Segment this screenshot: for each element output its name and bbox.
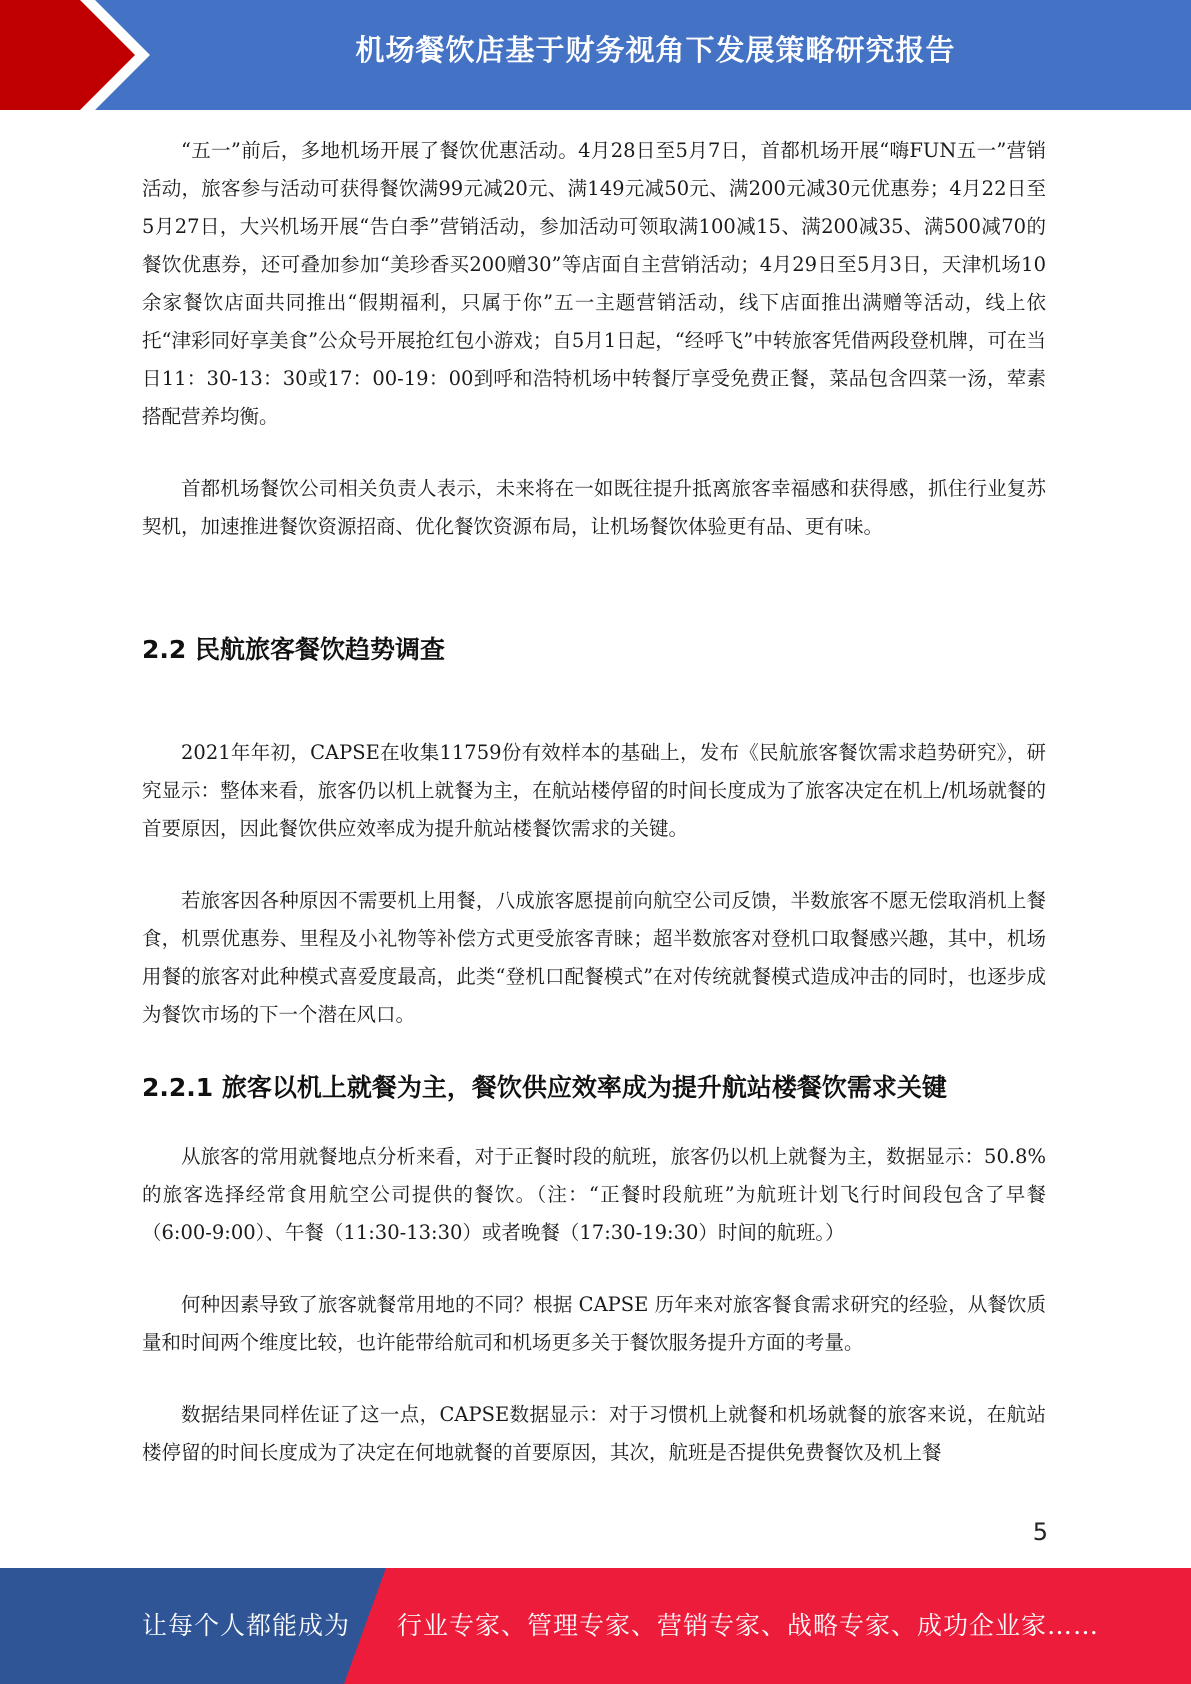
footer-slogan-left: 让每个人都能成为 — [142, 1611, 351, 1640]
header-banner — [0, 0, 1191, 110]
paragraph-may-day-promotions: “五一”前后，多地机场开展了餐饮优惠活动。4月28日至5月7日，首都机场开展“嗨FUN五一”营销活动，旅客参与活动可获得餐饮满99元减20元、满149元减50元、满200元减30元优惠券；4月22日至5月27日，大兴机场开展“告白季”营销活动，参加活动可领取满100减15、满200减35、满500减70的餐饮优惠券，还可叠加参加“美珍香买200赠30”等店面自主营销活动；4月29日至5月3日，天津机场10余家餐饮店面共同推出“假期福利，只属于你”五一主题营销活动，线下店面推出满赠等活动，线上依托“津彩同好享美食”公众号开展抢红包小游戏；自5月1日起，“经呼飞”中转旅客凭借两段登机牌，可在当日11：30-13：30或17：00-19：00到呼和浩特机场中转餐厅享受免费正餐，菜品包含四菜一汤，荤素搭配营养均衡。 — [142, 139, 1046, 428]
paragraph-capital-airport-statement: 首都机场餐饮公司相关负责人表示，未来将在一如既往提升抵离旅客幸福感和获得感，抓住行业复苏契机，加速推进餐饮资源招商、优化餐饮资源布局，让机场餐饮体验更有品、更有味。 — [142, 477, 1046, 538]
document-body — [142, 132, 1046, 1472]
footer-slogan-right: 行业专家、管理专家、营销专家、战略专家、成功企业家…… — [397, 1611, 1100, 1640]
page-number: 5 — [1032, 1518, 1048, 1546]
paragraph-dining-factors: 何种因素导致了旅客就餐常用地的不同？根据 CAPSE 历年来对旅客餐食需求研究的经验，从餐饮质量和时间两个维度比较，也许能带给航司和机场更多关于餐饮服务提升方面的考量。 — [142, 1293, 1046, 1354]
spacer — [142, 848, 1046, 882]
spacer — [142, 1034, 1046, 1068]
spacer — [142, 1108, 1046, 1138]
paragraph-capse-data: 数据结果同样佐证了这一点，CAPSE数据显示：对于习惯机上就餐和机场就餐的旅客来说，在航站楼停留的时间长度成为了决定在何地就餐的首要原因，其次，航班是否提供免费餐饮及机上餐 — [142, 1403, 1046, 1464]
spacer — [142, 546, 1046, 630]
paragraph-meal-cancellation: 若旅客因各种原因不需要机上用餐，八成旅客愿提前向航空公司反馈，半数旅客不愿无偿取消机上餐食，机票优惠券、里程及小礼物等补偿方式更受旅客青睐；超半数旅客对登机口取餐感兴趣，其中，机场用餐的旅客对此种模式喜爱度最高，此类“登机口配餐模式”在对传统就餐模式造成冲击的同时，也逐步成为餐饮市场的下一个潜在风口。 — [142, 889, 1046, 1026]
section-heading-2-2-1: 2.2.1 旅客以机上就餐为主，餐饮供应效率成为提升航站楼餐饮需求关键 — [142, 1073, 947, 1102]
section-heading-2-2: 2.2 民航旅客餐饮趋势调查 — [142, 635, 445, 664]
spacer — [142, 1362, 1046, 1396]
header-title: 机场餐饮店基于财务视角下发展策略研究报告 — [355, 33, 956, 67]
paragraph-capse-survey: 2021年年初，CAPSE在收集11759份有效样本的基础上，发布《民航旅客餐饮需求趋势研究》，研究显示：整体来看，旅客仍以机上就餐为主，在航站楼停留的时间长度成为了旅客决定在机上/机场就餐的首要原因，因此餐饮供应效率成为提升航站楼餐饮需求的关键。 — [142, 741, 1046, 840]
footer-banner — [0, 1568, 1191, 1684]
spacer — [142, 436, 1046, 470]
spacer — [142, 670, 1046, 734]
spacer — [142, 1252, 1046, 1286]
paragraph-dining-location: 从旅客的常用就餐地点分析来看，对于正餐时段的航班，旅客仍以机上就餐为主，数据显示：50.8%的旅客选择经常食用航空公司提供的餐饮。（注：“正餐时段航班”为航班计划飞行时间段包含了早餐（6:00-9:00）、午餐（11:30-13:30）或者晚餐（17:30-19:30）时间的航班。） — [142, 1145, 1046, 1244]
